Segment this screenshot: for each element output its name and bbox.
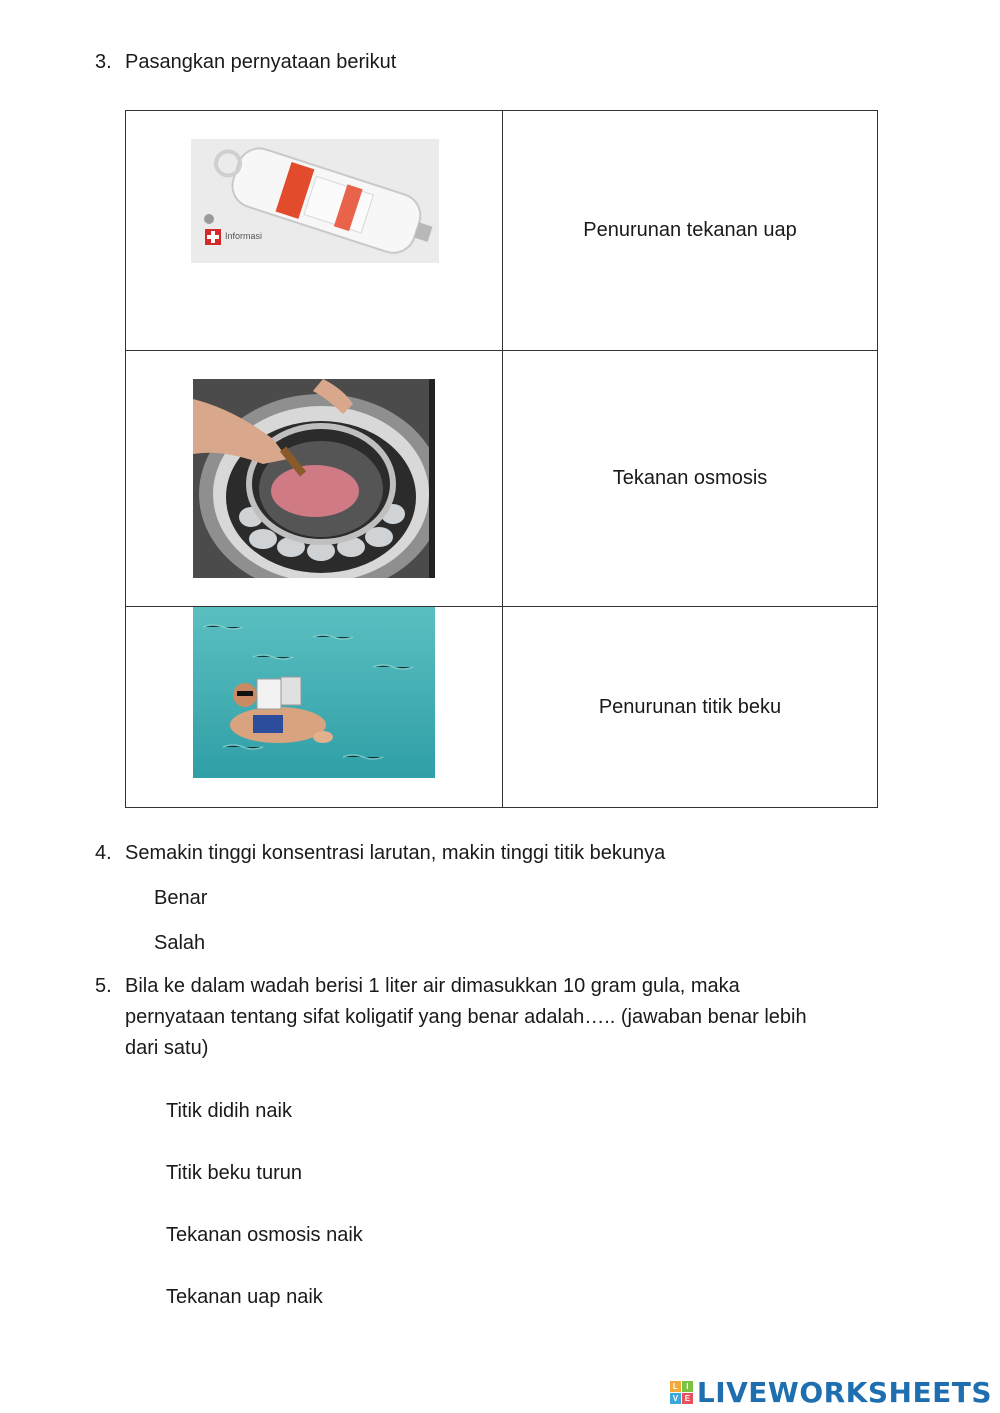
question-number: 4. xyxy=(95,842,112,864)
svg-text:Informasi: Informasi xyxy=(225,231,263,241)
question-number: 3. xyxy=(95,51,112,73)
match-label: Penurunan titik beku xyxy=(503,607,878,808)
question-text-line: dari satu) xyxy=(125,1037,209,1059)
match-image-cell xyxy=(126,351,503,607)
logo-text: LIVEWORKSHEETS xyxy=(696,1376,992,1409)
answer-option-benar[interactable]: Benar xyxy=(154,887,208,909)
answer-option[interactable]: Tekanan uap naik xyxy=(166,1286,323,1308)
match-label: Tekanan osmosis xyxy=(503,351,878,607)
question-text-line: Bila ke dalam wadah berisi 1 liter air dimasukkan 10 gram gula, maka xyxy=(125,975,740,997)
match-image-cell xyxy=(126,111,503,351)
match-label: Penurunan tekanan uap xyxy=(503,111,878,351)
answer-option-salah[interactable]: Salah xyxy=(154,932,206,954)
answer-option[interactable]: Titik beku turun xyxy=(166,1162,302,1184)
question-text xyxy=(125,971,885,1064)
answer-option[interactable]: Tekanan osmosis naik xyxy=(166,1224,363,1246)
question-number: 5. xyxy=(95,975,112,997)
match-image-cell xyxy=(126,607,503,808)
match-row xyxy=(126,607,878,808)
logo-mark-icon: L I V E xyxy=(670,1381,693,1404)
match-row xyxy=(126,111,878,351)
answer-option[interactable]: Titik didih naik xyxy=(166,1100,292,1122)
infusion-bag-image xyxy=(191,139,439,263)
matching-table xyxy=(125,110,878,808)
liveworksheets-logo[interactable] xyxy=(670,1376,992,1409)
question-text-line: pernyataan tentang sifat koligatif yang benar adalah….. (jawaban benar lebih xyxy=(125,1006,807,1028)
match-row xyxy=(126,351,878,607)
question-text: Semakin tinggi konsentrasi larutan, makin tinggi titik bekunya xyxy=(125,842,666,864)
question-text: Pasangkan pernyataan berikut xyxy=(125,51,397,73)
ice-cream-maker-image xyxy=(193,379,435,578)
dead-sea-floating-image xyxy=(193,607,435,778)
